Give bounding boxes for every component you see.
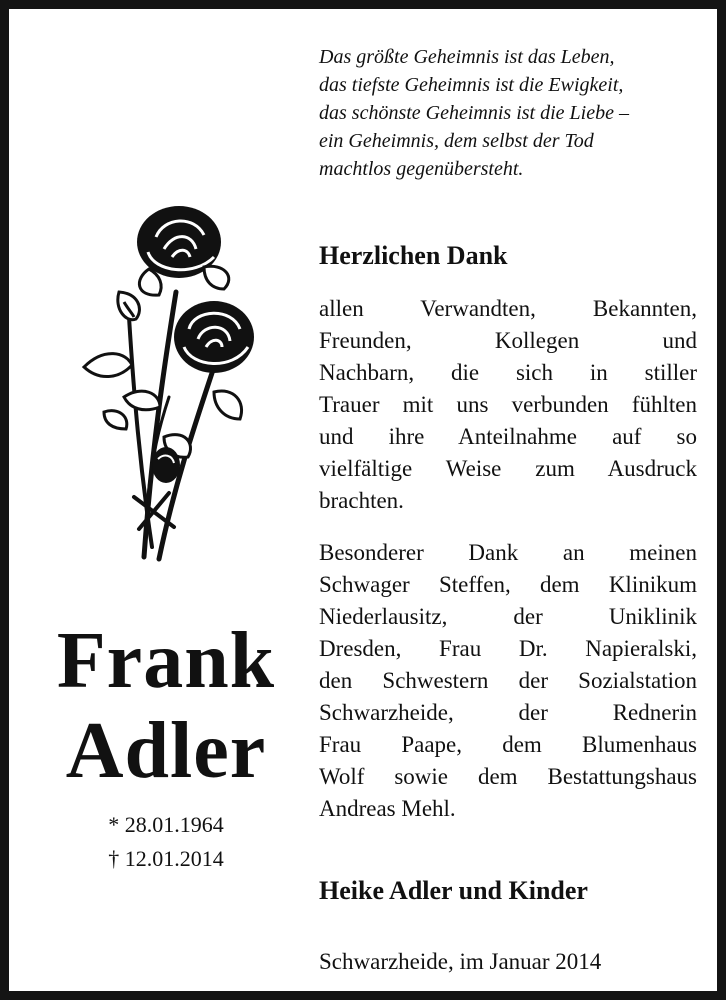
rose-bouquet-icon <box>64 197 264 572</box>
motto-line: das tiefste Geheimnis ist die Ewigkeit, <box>319 74 624 96</box>
motto-line: ein Geheimnis, dem selbst der Tod <box>319 130 594 152</box>
text-line: Nachbarn, die sich in stiller <box>319 360 697 385</box>
text-line: Schwarzheide, der Rednerin <box>319 700 697 725</box>
text-line: vielfältige Weise zum Ausdruck <box>319 456 697 481</box>
text-line: Niederlausitz, der Uniklinik <box>319 604 697 629</box>
text-line: allen Verwandten, Bekannten, <box>319 296 697 321</box>
text-line: Frau Paape, dem Blumenhaus <box>319 732 697 757</box>
thanks-paragraph-2 <box>319 537 697 825</box>
thanks-paragraph-1 <box>319 293 697 517</box>
text-line: Dresden, Frau Dr. Napieralski, <box>319 636 697 661</box>
text-line: Trauer mit uns verbunden fühlten <box>319 392 697 417</box>
deceased-last-name: Adler <box>65 707 267 795</box>
deceased-first-name: Frank <box>56 617 276 705</box>
birth-date: * 28.01.1964 <box>108 812 224 837</box>
motto-line: Das größte Geheimnis ist das Leben, <box>319 46 615 68</box>
motto-line: das schönste Geheimnis ist die Liebe – <box>319 102 629 124</box>
text-line: den Schwestern der Sozialstation <box>319 668 697 693</box>
text-line: Andreas Mehl. <box>319 796 456 821</box>
signature: Heike Adler und Kinder <box>319 876 588 905</box>
motto-quote <box>319 43 697 183</box>
motto-line: machtlos gegenübersteht. <box>319 158 524 180</box>
text-line: brachten. <box>319 488 404 513</box>
text-line: Besonderer Dank an meinen <box>319 540 697 565</box>
place-date: Schwarzheide, im Januar 2014 <box>319 949 602 974</box>
text-line: und ihre Anteilnahme auf so <box>319 424 697 449</box>
thanks-heading: Herzlichen Dank <box>319 241 508 270</box>
text-line: Freunden, Kollegen und <box>319 328 697 353</box>
text-line: Schwager Steffen, dem Klinikum <box>319 572 697 597</box>
death-date: † 12.01.2014 <box>108 846 224 871</box>
text-line: Wolf sowie dem Bestattungshaus <box>319 764 697 789</box>
